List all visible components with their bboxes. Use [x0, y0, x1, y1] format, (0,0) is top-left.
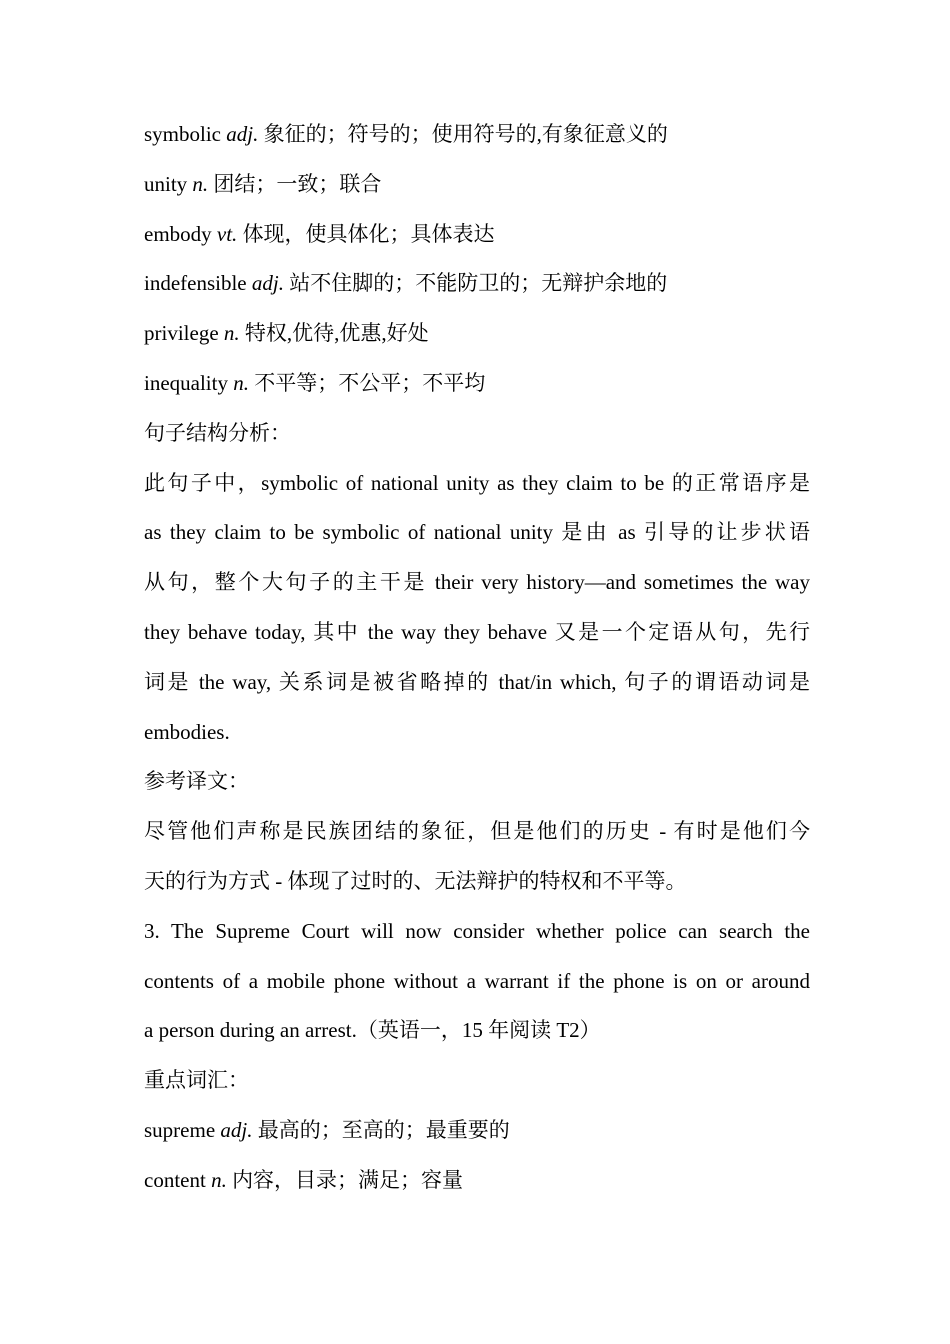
analysis-line: 从句，整个大句子的主干是 their very history—and sometimes the way	[144, 570, 810, 595]
document-page	[144, 110, 810, 1206]
vocab-pos: n.	[211, 1167, 227, 1192]
vocab-meaning: 体现，使具体化；具体表达	[242, 221, 495, 246]
vocab-meaning: 象征的；符号的；使用符号的,有象征意义的	[263, 122, 668, 146]
analysis-line: embodies.	[144, 719, 230, 744]
vocab-word: privilege	[144, 321, 219, 346]
translation-line: 天的行为方式 - 体现了过时的、无法辩护的特权和不平等。	[144, 868, 687, 893]
vocab-word: unity	[144, 171, 188, 196]
sentence-3-line: 3. The Supreme Court will now consider whether police can search the	[144, 918, 810, 943]
vocab-word: symbolic	[144, 122, 221, 146]
vocab-pos: n.	[233, 370, 249, 395]
sentence-3-line: a person during an arrest.（英语一，15 年阅读 T2）	[144, 1018, 601, 1043]
vocab-word: inequality	[144, 370, 228, 395]
vocab-heading: 重点词汇：	[144, 1068, 249, 1093]
vocab-meaning: 特权,优待,优惠,好处	[244, 321, 429, 346]
vocab-meaning: 团结；一致；联合	[213, 171, 382, 196]
vocab-pos: n.	[192, 171, 209, 196]
vocab-entry-privilege	[144, 309, 810, 359]
vocab-word: indefensible	[144, 271, 247, 296]
translation-line: 尽管他们声称是民族团结的象征，但是他们的历史 - 有时是他们今	[144, 819, 810, 844]
analysis-line: they behave today, 其中 the way they behave 又是一个定语从句，先行	[144, 619, 810, 644]
vocab-pos: n.	[223, 321, 240, 346]
translation-heading: 参考译文：	[144, 769, 249, 794]
vocab-word: supreme	[144, 1117, 216, 1142]
vocab-word: embody	[144, 221, 212, 246]
vocab-pos: vt.	[216, 221, 238, 246]
vocab-pos: adj.	[226, 122, 259, 146]
analysis-line: 此句子中，symbolic of national unity as they claim to be 的正常语序是	[144, 470, 810, 495]
vocab-pos: adj.	[220, 1117, 253, 1142]
vocab-meaning: 不平等；不公平；不平均	[254, 370, 486, 395]
vocab-entry-inequality	[144, 359, 810, 409]
vocab-meaning: 站不住脚的；不能防卫的；无辩护余地的	[289, 271, 668, 296]
vocab-meaning: 内容，目录；满足；容量	[232, 1167, 464, 1192]
vocab-meaning: 最高的；至高的；最重要的	[257, 1117, 510, 1142]
analysis-line: 词是 the way, 关系词是被省略掉的 that/in which, 句子的谓语动词是	[144, 669, 810, 694]
vocab-entry-unity	[144, 160, 810, 210]
vocab-entry-content	[144, 1156, 810, 1206]
sentence-3-line: contents of a mobile phone without a warrant if the phone is on or around	[144, 968, 810, 993]
vocab-word: content	[144, 1167, 206, 1192]
vocab-entry-indefensible	[144, 259, 810, 309]
vocab-entry-embody	[144, 210, 810, 260]
analysis-heading: 句子结构分析：	[144, 420, 291, 445]
analysis-line: as they claim to be symbolic of national unity 是由 as 引导的让步状语	[144, 520, 810, 545]
vocab-pos: adj.	[251, 271, 284, 296]
vocab-entry-supreme	[144, 1106, 810, 1156]
vocab-entry-symbolic	[144, 110, 810, 160]
